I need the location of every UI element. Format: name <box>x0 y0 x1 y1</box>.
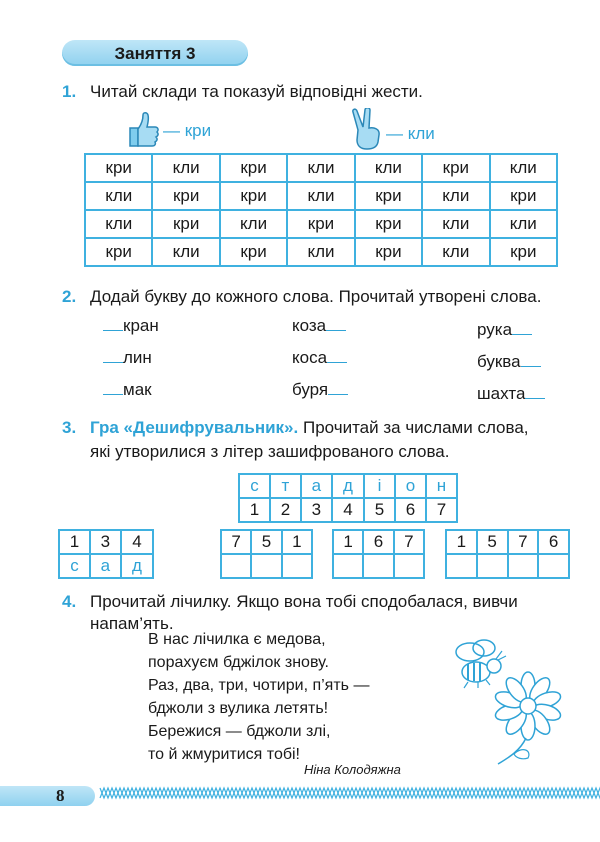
puzzle-number-cell: 6 <box>538 530 569 554</box>
poem-line: Бережися — бджоли злі, <box>148 723 331 740</box>
task4-number: 4. <box>62 592 77 611</box>
syllable-row <box>85 154 557 182</box>
key-letter-cell: с <box>239 474 270 498</box>
key-letter-cell: і <box>364 474 395 498</box>
word-item: кран <box>103 316 159 336</box>
answer-cell[interactable] <box>363 554 393 578</box>
example-number-cell: 1 <box>59 530 90 554</box>
example-letter-cell: а <box>90 554 121 578</box>
answer-cell[interactable] <box>508 554 539 578</box>
example-letter-cell: д <box>121 554 153 578</box>
syllable-table <box>84 153 558 267</box>
puzzle-number-cell: 7 <box>221 530 251 554</box>
syllable-cell: кли <box>152 238 219 266</box>
poem-line: В нас лічилка є медова, <box>148 631 326 648</box>
syllable-cell: кли <box>85 210 152 238</box>
word-item: мак <box>103 380 152 400</box>
blank-line[interactable] <box>103 348 123 363</box>
syllable-cell: кли <box>422 182 489 210</box>
syllable-cell: кли <box>85 182 152 210</box>
blank-line[interactable] <box>328 380 348 395</box>
syllable-cell: кри <box>355 238 422 266</box>
syllable-cell: кли <box>287 238 354 266</box>
syllable-cell: кри <box>490 238 557 266</box>
key-number-cell: 1 <box>239 498 270 522</box>
task1-text: Читай склади та показуй відповідні жести. <box>90 82 423 101</box>
task3-text-line1: Гра «Дешифрувальник». Прочитай за числами слова, <box>90 418 529 437</box>
legend-kry-label: — кри <box>163 121 212 140</box>
syllable-cell: кли <box>152 154 219 182</box>
syllable-cell: кри <box>355 182 422 210</box>
word-item: рука <box>477 320 532 340</box>
key-number-cell: 3 <box>301 498 332 522</box>
puzzle-table-3[interactable] <box>445 529 570 579</box>
blank-line[interactable] <box>103 380 123 395</box>
puzzle-number-cell: 1 <box>446 530 477 554</box>
answer-cell[interactable] <box>538 554 569 578</box>
syllable-cell: кли <box>220 210 287 238</box>
key-number-cell: 2 <box>270 498 301 522</box>
blank-line[interactable] <box>327 348 347 363</box>
syllable-row <box>85 210 557 238</box>
word-item: коза <box>292 316 346 336</box>
example-letter-cell: с <box>59 554 90 578</box>
answer-cell[interactable] <box>251 554 281 578</box>
blank-line[interactable] <box>521 352 541 367</box>
puzzle-number-cell: 7 <box>394 530 424 554</box>
key-number-cell: 4 <box>332 498 364 522</box>
puzzle-number-cell: 5 <box>251 530 281 554</box>
blank-line[interactable] <box>103 316 123 331</box>
syllable-cell: кри <box>220 182 287 210</box>
syllable-cell: кри <box>85 238 152 266</box>
victory-hand-icon <box>350 108 384 150</box>
key-number-cell: 6 <box>395 498 426 522</box>
answer-cell[interactable] <box>477 554 508 578</box>
cipher-key-table <box>238 473 458 523</box>
example-number-cell: 3 <box>90 530 121 554</box>
answer-cell[interactable] <box>394 554 424 578</box>
syllable-cell: кли <box>422 210 489 238</box>
key-number-cell: 7 <box>426 498 457 522</box>
key-letter-cell: н <box>426 474 457 498</box>
key-number-cell: 5 <box>364 498 395 522</box>
task2-number: 2. <box>62 287 77 306</box>
syllable-row <box>85 182 557 210</box>
bee-icon <box>456 640 506 688</box>
word-item: буря <box>292 380 348 400</box>
syllable-cell: кли <box>422 238 489 266</box>
syllable-cell: кри <box>152 210 219 238</box>
key-letter-cell: т <box>270 474 301 498</box>
syllable-cell: кри <box>422 154 489 182</box>
poem-line: то й жмуритися тобі! <box>148 746 300 763</box>
syllable-cell: кри <box>85 154 152 182</box>
puzzle-number-cell: 1 <box>333 530 363 554</box>
syllable-cell: кли <box>355 154 422 182</box>
answer-cell[interactable] <box>221 554 251 578</box>
puzzle-number-cell: 5 <box>477 530 508 554</box>
poem <box>148 628 369 766</box>
flower-icon <box>494 672 563 764</box>
legend-kly-label: — кли <box>386 124 435 143</box>
task4-text-line2: напам’ять. <box>90 614 174 633</box>
task1-number: 1. <box>62 82 77 101</box>
task3-text-line2: які утворилися з літер зашифрованого слова. <box>90 442 450 461</box>
syllable-cell: кли <box>490 154 557 182</box>
poem-author: Ніна Колодяжна <box>304 762 401 777</box>
puzzle-number-cell: 1 <box>282 530 312 554</box>
lesson-title: Заняття 3 <box>114 44 196 63</box>
syllable-cell: кли <box>287 154 354 182</box>
task3-game-title: Гра «Дешифрувальник». <box>90 418 299 437</box>
page-number-pill <box>0 786 95 806</box>
syllable-cell: кри <box>355 210 422 238</box>
poem-line: бджоли з вулика летять! <box>148 700 329 717</box>
syllable-row <box>85 238 557 266</box>
word-item: лин <box>103 348 152 368</box>
key-letter-cell: д <box>332 474 364 498</box>
blank-line[interactable] <box>326 316 346 331</box>
key-letter-cell: о <box>395 474 426 498</box>
puzzle-table-1[interactable] <box>220 529 313 579</box>
syllable-cell: кри <box>152 182 219 210</box>
blank-line[interactable] <box>512 320 532 335</box>
page-number: 8 <box>56 786 65 805</box>
bee-flower-illustration <box>448 636 578 766</box>
example-word-table <box>58 529 154 579</box>
syllable-cell: кри <box>490 182 557 210</box>
blank-line[interactable] <box>525 384 545 399</box>
word-item: шахта <box>477 384 545 404</box>
poem-line: Раз, два, три, чотири, п’ять — <box>148 677 370 694</box>
puzzle-number-cell: 7 <box>508 530 539 554</box>
syllable-cell: кри <box>220 154 287 182</box>
thumbs-up-icon <box>126 110 160 150</box>
task4-text-line1: Прочитай лічилку. Якщо вона тобі сподобалася, вивчи <box>90 592 518 611</box>
task2-text: Додай букву до кожного слова. Прочитай утворені слова. <box>90 287 542 306</box>
example-number-cell: 4 <box>121 530 153 554</box>
answer-cell[interactable] <box>333 554 363 578</box>
word-item: коса <box>292 348 347 368</box>
syllable-cell: кри <box>287 210 354 238</box>
answer-cell[interactable] <box>282 554 312 578</box>
word-item: буква <box>477 352 541 372</box>
puzzle-number-cell: 6 <box>363 530 393 554</box>
poem-line: порахуєм бджілок знову. <box>148 654 329 671</box>
answer-cell[interactable] <box>446 554 477 578</box>
puzzle-table-2[interactable] <box>332 529 425 579</box>
syllable-cell: кли <box>287 182 354 210</box>
key-letter-cell: а <box>301 474 332 498</box>
syllable-cell: кри <box>220 238 287 266</box>
syllable-cell: кли <box>490 210 557 238</box>
task3-number: 3. <box>62 418 77 437</box>
